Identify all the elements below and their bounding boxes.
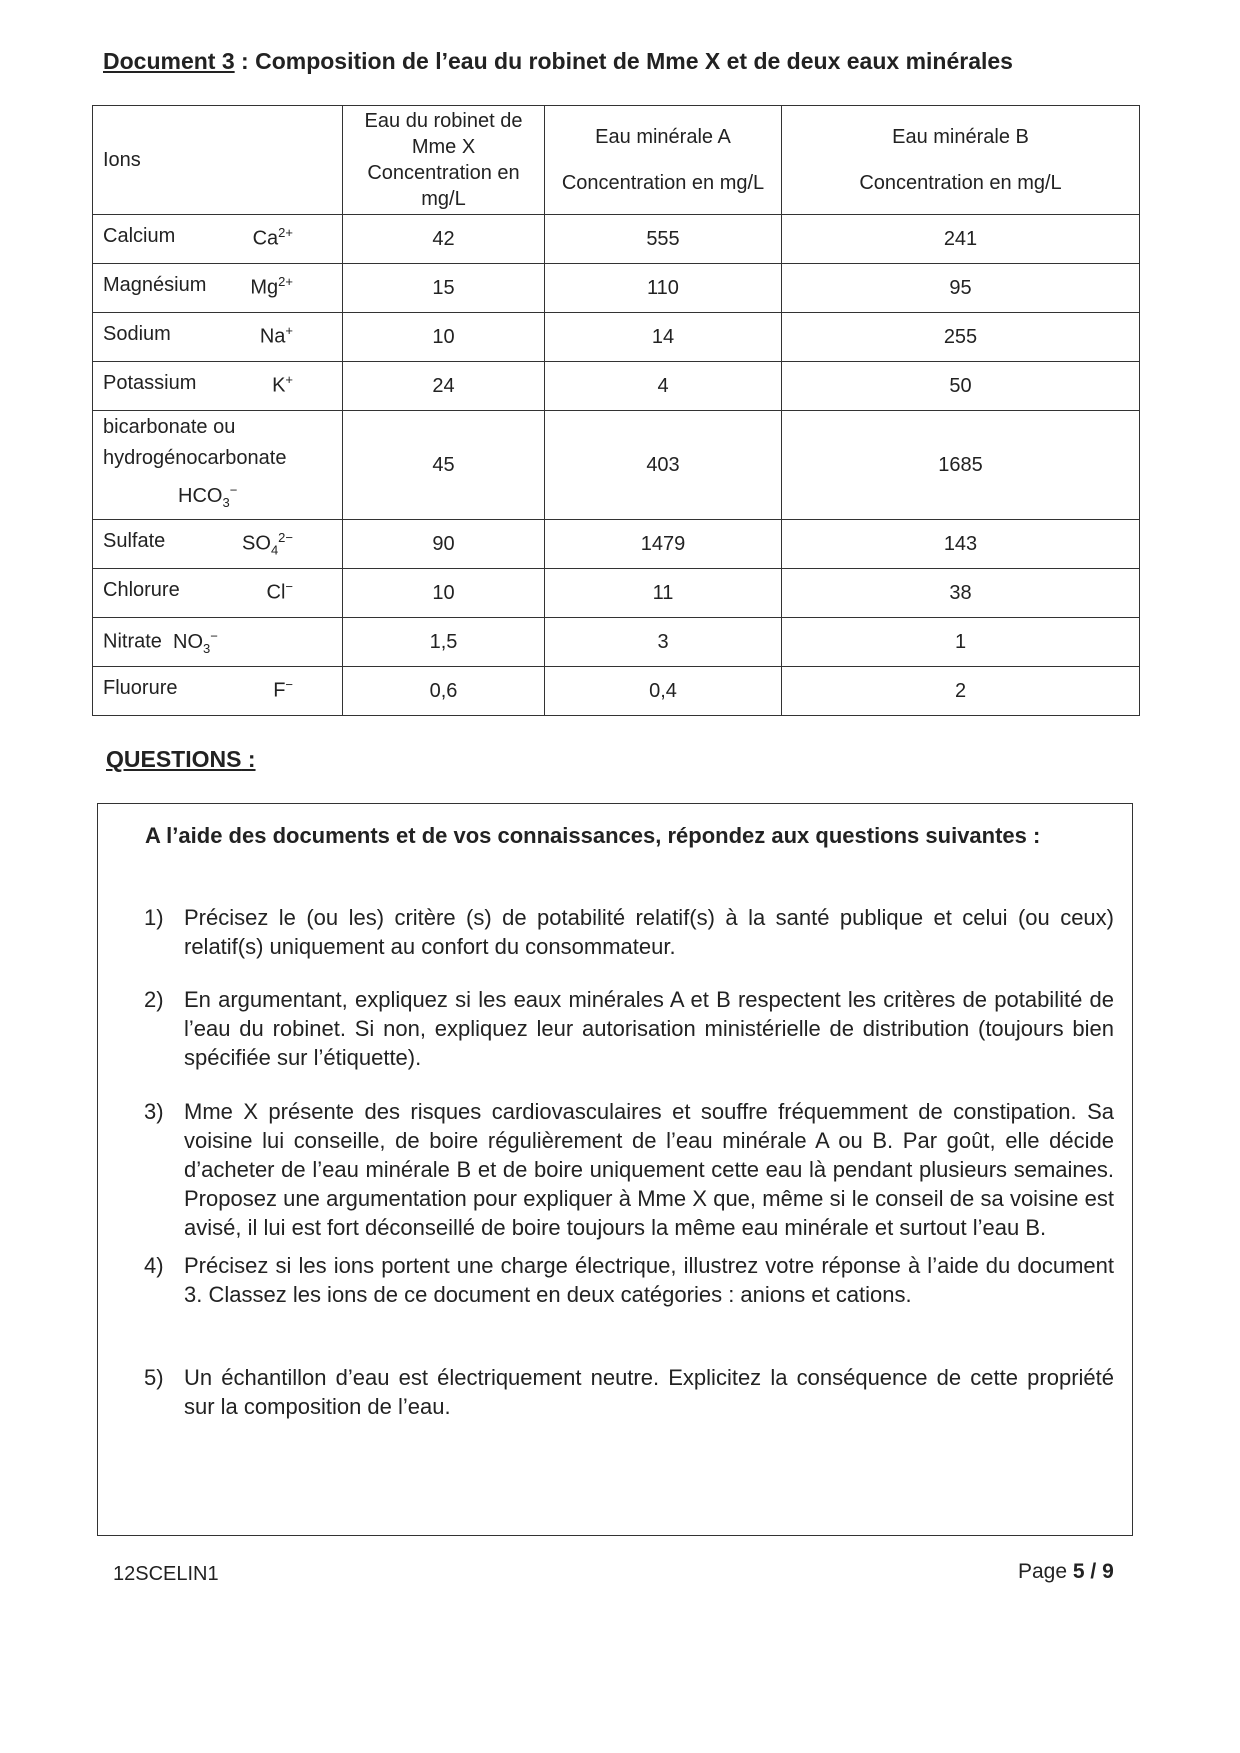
questions-heading: [106, 746, 256, 773]
mineral-a-value: 0,4: [545, 667, 782, 716]
formula-sub: 4: [270, 542, 279, 558]
mineral-b-value: 1685: [782, 411, 1140, 520]
formula-base: F: [273, 679, 286, 702]
robinet-value: 15: [343, 264, 545, 313]
question-item: [144, 985, 1114, 1072]
table-header-row: [93, 106, 1140, 215]
table-row: [93, 618, 1140, 667]
question-number: 2): [144, 987, 164, 1012]
question-item: [144, 903, 1114, 961]
ion-formula: [272, 372, 293, 400]
robinet-value: 0,6: [343, 667, 545, 716]
mineral-b-value: 38: [782, 569, 1140, 618]
mineral-b-value: 255: [782, 313, 1140, 362]
formula-sub: 3: [203, 640, 211, 656]
document-title-text: : Composition de l’eau du robinet de Mme X et de deux eaux minérales: [234, 48, 1013, 74]
table-row: [93, 264, 1140, 313]
ion-name: bicarbonate ou hydrogénocarbonate: [103, 416, 287, 470]
page-label: Page: [1018, 1560, 1073, 1583]
ion-formula: [267, 579, 293, 607]
robinet-value: 90: [343, 520, 545, 569]
ion-cell: [93, 264, 343, 313]
mineral-a-value: 11: [545, 569, 782, 618]
ion-cell: [93, 618, 343, 667]
page-current: 5: [1072, 1560, 1085, 1583]
question-number: 5): [144, 1365, 164, 1390]
ion-cell: [93, 569, 343, 618]
formula-base: Na: [259, 325, 286, 348]
mineral-a-value: 3: [545, 618, 782, 667]
ion-formula: [253, 225, 293, 253]
formula-base: K: [272, 374, 286, 397]
ion-cell: [93, 362, 343, 411]
question-text: En argumentant, expliquez si les eaux minérales A et B respectent les critères de potabilité de l’eau du robinet. Si non, expliquez leur autorisation ministérielle de distribution (toujours bien spécifiée sur l’étiquette).: [184, 987, 1114, 1070]
mineral-a-value: 555: [545, 215, 782, 264]
robinet-value: 42: [343, 215, 545, 264]
document-title: [103, 48, 1013, 75]
mineral-b-value: 2: [782, 667, 1140, 716]
question-text: Précisez si les ions portent une charge électrique, illustrez votre réponse à l’aide du document 3. Classez les ions de ce document en deux catégories : anions et cations.: [184, 1253, 1114, 1307]
question-text: Un échantillon d’eau est électriquement neutre. Explicitez la conséquence de cette propriété sur la composition de l’eau.: [184, 1365, 1114, 1419]
header-ions: Ions: [93, 106, 343, 215]
formula-charge: 2−: [278, 530, 293, 546]
formula-charge: −: [229, 482, 238, 498]
questions-colon: :: [241, 746, 256, 772]
robinet-value: 10: [343, 569, 545, 618]
question-number: 1): [144, 905, 164, 930]
ion-name: Fluorure: [103, 677, 178, 700]
ion-formula: [242, 530, 293, 558]
header-a-unit: Concentration en mg/L: [561, 172, 765, 194]
question-number: 4): [144, 1253, 164, 1278]
ion-name: Sulfate: [103, 530, 166, 553]
mineral-b-value: 241: [782, 215, 1140, 264]
table-row: [93, 362, 1140, 411]
formula-base: NO: [173, 630, 204, 653]
ion-formula: [260, 323, 293, 351]
mineral-a-value: 110: [545, 264, 782, 313]
ion-name: Chlorure: [103, 579, 180, 602]
formula-charge: +: [285, 323, 293, 339]
ion-formula: [178, 482, 238, 510]
table-row: [93, 520, 1140, 569]
header-b-name: Eau minérale B: [892, 126, 1029, 148]
mineral-a-value: 1479: [545, 520, 782, 569]
questions-label: QUESTIONS: [106, 746, 242, 772]
header-robinet: Eau du robinet de Mme X Concentration en mg/L: [343, 106, 545, 215]
table-row: [93, 313, 1140, 362]
ion-cell: [93, 313, 343, 362]
formula-charge: 2+: [278, 274, 293, 290]
ion-cell: [93, 215, 343, 264]
header-b-unit: Concentration en mg/L: [859, 172, 1062, 194]
table-row: [93, 215, 1140, 264]
mineral-a-value: 4: [545, 362, 782, 411]
composition-table: [92, 105, 1140, 716]
question-item: [144, 1097, 1114, 1242]
document-label: Document 3: [103, 48, 235, 74]
ion-formula: [250, 274, 293, 302]
robinet-value: 24: [343, 362, 545, 411]
mineral-b-value: 143: [782, 520, 1140, 569]
formula-base: Ca: [252, 227, 279, 250]
question-item: [144, 1251, 1114, 1309]
formula-charge: −: [285, 677, 293, 693]
formula-base: Mg: [250, 276, 279, 299]
formula-base: SO: [242, 532, 271, 555]
ion-formula: [173, 628, 218, 656]
ion-name: Potassium: [103, 372, 197, 395]
formula-base: HCO: [178, 484, 223, 507]
ion-name: Calcium: [103, 225, 176, 248]
mineral-b-value: 1: [782, 618, 1140, 667]
mineral-a-value: 14: [545, 313, 782, 362]
header-mineral-a: [545, 106, 782, 215]
page-total: 9: [1102, 1560, 1114, 1583]
formula-charge: +: [285, 372, 293, 388]
table-row: [93, 411, 1140, 520]
ion-name: Magnésium: [103, 274, 207, 297]
ion-name: Sodium: [103, 323, 171, 346]
ion-formula: [273, 677, 293, 705]
table-row: [93, 667, 1140, 716]
formula-sub: 3: [222, 494, 230, 510]
robinet-value: 45: [343, 411, 545, 520]
header-a-name: Eau minérale A: [595, 126, 731, 148]
page-number: [1018, 1560, 1114, 1584]
robinet-value: 10: [343, 313, 545, 362]
questions-box: [97, 803, 1133, 1536]
table-row: [93, 569, 1140, 618]
ion-cell: [93, 411, 343, 520]
mineral-b-value: 50: [782, 362, 1140, 411]
formula-charge: −: [285, 579, 293, 595]
formula-base: Cl: [266, 581, 286, 604]
question-number: 3): [144, 1099, 164, 1124]
mineral-b-value: 95: [782, 264, 1140, 313]
mineral-a-value: 403: [545, 411, 782, 520]
formula-charge: 2+: [278, 225, 293, 241]
ion-cell: [93, 667, 343, 716]
ion-cell: [93, 520, 343, 569]
formula-charge: −: [210, 628, 218, 644]
question-text: Mme X présente des risques cardiovasculaires et souffre fréquemment de constipation. Sa voisine lui conseille, de boire régulièrement de l’eau minérale A ou B. Par goût, elle décide d’acheter de l’eau minérale B et de boire uniquement cette eau là pendant plusieurs semaines. Proposez une argumentation pour expliquer à Mme X que, même si le conseil de sa voisine est avisé, il lui est fort déconseillé de boire toujours la même eau minérale et surtout l’eau B.: [184, 1099, 1114, 1240]
robinet-value: 1,5: [343, 618, 545, 667]
question-text: Précisez le (ou les) critère (s) de potabilité relatif(s) à la santé publique et celui (ou ceux) relatif(s) uniquement au confort du consommateur.: [184, 905, 1114, 959]
questions-intro: A l’aide des documents et de vos connaissances, répondez aux questions suivantes :: [145, 823, 1041, 848]
header-mineral-b: [782, 106, 1140, 215]
question-item: [144, 1363, 1114, 1421]
exam-code: 12SCELIN1: [113, 1563, 219, 1585]
ion-name: Nitrate: [103, 630, 162, 653]
page-separator: /: [1084, 1560, 1103, 1583]
